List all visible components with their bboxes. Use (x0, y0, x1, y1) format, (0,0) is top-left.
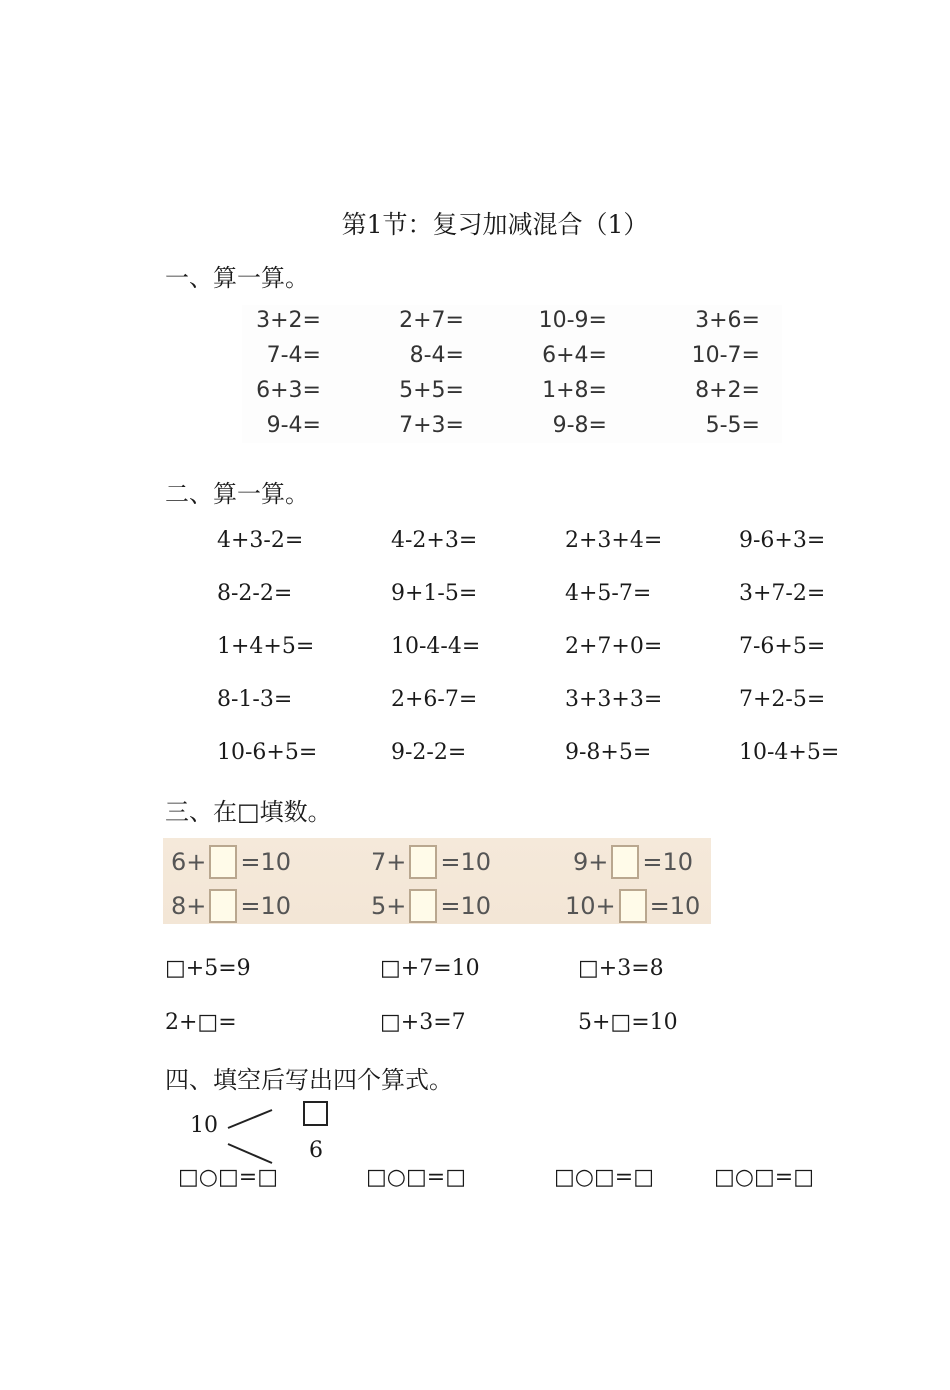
answer-box[interactable] (409, 889, 437, 923)
answer-box[interactable] (409, 845, 437, 879)
equation-left: 8+ (171, 892, 207, 920)
problem: 5+5= (399, 378, 464, 403)
problem: 6+4= (542, 343, 607, 368)
image-row (163, 842, 711, 882)
branch-lines (220, 1100, 280, 1170)
fill-equation (171, 886, 291, 926)
problem: 3+6= (695, 308, 760, 333)
fill-problem: 2+□= (165, 1010, 237, 1035)
fill-problem: □+5=9 (165, 956, 251, 981)
problem: 2+3+4= (565, 528, 663, 553)
section-3-image (163, 838, 711, 924)
equation-left: 10+ (565, 892, 616, 920)
section-2-grid (217, 523, 859, 788)
fill-equation (573, 842, 693, 882)
problem: 2+7+0= (565, 634, 663, 659)
problem: 1+8= (542, 378, 607, 403)
problem: 7-6+5= (739, 634, 826, 659)
problem: 3+3+3= (565, 687, 663, 712)
problem: 1+4+5= (217, 634, 315, 659)
problem: 8-1-3= (217, 687, 293, 712)
fill-problem: □+7=10 (380, 956, 480, 981)
problem: 7+3= (399, 413, 464, 438)
problem: 2+7= (399, 308, 464, 333)
equation-right: =10 (440, 892, 492, 920)
section-1-grid (242, 305, 782, 445)
problem: 5-5= (705, 413, 760, 438)
problem: 9-4= (266, 413, 321, 438)
problem: 10-4-4= (391, 634, 481, 659)
answer-box[interactable] (611, 845, 639, 879)
section-4-heading: 四、填空后写出四个算式。 (165, 1066, 453, 1094)
equation-right: =10 (240, 892, 292, 920)
blank-formula: □○□=□ (714, 1165, 814, 1190)
section-3-row-a (165, 954, 758, 984)
equation-right: =10 (642, 848, 694, 876)
problem: 10-4+5= (739, 740, 840, 765)
answer-box[interactable] (303, 1101, 328, 1126)
fill-equation (171, 842, 291, 882)
section-2-heading: 二、算一算。 (165, 480, 309, 508)
problem: 9-8+5= (565, 740, 652, 765)
equation-left: 5+ (371, 892, 407, 920)
blank-formula: □○□=□ (178, 1165, 278, 1190)
problem: 10-9= (538, 308, 607, 333)
total-number: 10 (190, 1113, 218, 1138)
problem: 8-4= (409, 343, 464, 368)
problem: 9-2-2= (391, 740, 467, 765)
problem: 6+3= (256, 378, 321, 403)
image-row (163, 886, 711, 926)
problem: 8+2= (695, 378, 760, 403)
problem: 10-6+5= (217, 740, 318, 765)
problem: 3+2= (256, 308, 321, 333)
equation-left: 9+ (573, 848, 609, 876)
fill-equation (371, 886, 491, 926)
problem: 2+6-7= (391, 687, 478, 712)
fill-equation (565, 886, 700, 926)
section-1-heading: 一、算一算。 (165, 264, 309, 292)
problem: 4-2+3= (391, 528, 478, 553)
equation-left: 6+ (171, 848, 207, 876)
answer-box[interactable] (209, 889, 237, 923)
problem: 8-2-2= (217, 581, 293, 606)
problem: 9-6+3= (739, 528, 826, 553)
problem: 4+3-2= (217, 528, 304, 553)
problem: 3+7-2= (739, 581, 826, 606)
page-title: 第1节：复习加减混合（1） (341, 210, 649, 239)
fill-problem: 5+□=10 (578, 1010, 678, 1035)
fill-problem: □+3=8 (578, 956, 664, 981)
problem: 4+5-7= (565, 581, 652, 606)
formula-row (178, 1165, 864, 1190)
part-number: 6 (309, 1138, 323, 1163)
equation-right: =10 (440, 848, 492, 876)
section-3-heading: 三、在□填数。 (165, 798, 332, 826)
equation-right: =10 (240, 848, 292, 876)
answer-box[interactable] (209, 845, 237, 879)
blank-formula: □○□=□ (554, 1165, 654, 1190)
equation-right: =10 (649, 892, 701, 920)
problem: 9+1-5= (391, 581, 478, 606)
problem: 7-4= (266, 343, 321, 368)
blank-formula: □○□=□ (366, 1165, 466, 1190)
answer-box[interactable] (619, 889, 647, 923)
section-1-image (242, 305, 782, 443)
problem: 9-8= (552, 413, 607, 438)
equation-left: 7+ (371, 848, 407, 876)
fill-problem: □+3=7 (380, 1010, 466, 1035)
fill-equation (371, 842, 491, 882)
section-3-row-b (165, 1008, 758, 1038)
problem: 7+2-5= (739, 687, 826, 712)
problem: 10-7= (691, 343, 760, 368)
